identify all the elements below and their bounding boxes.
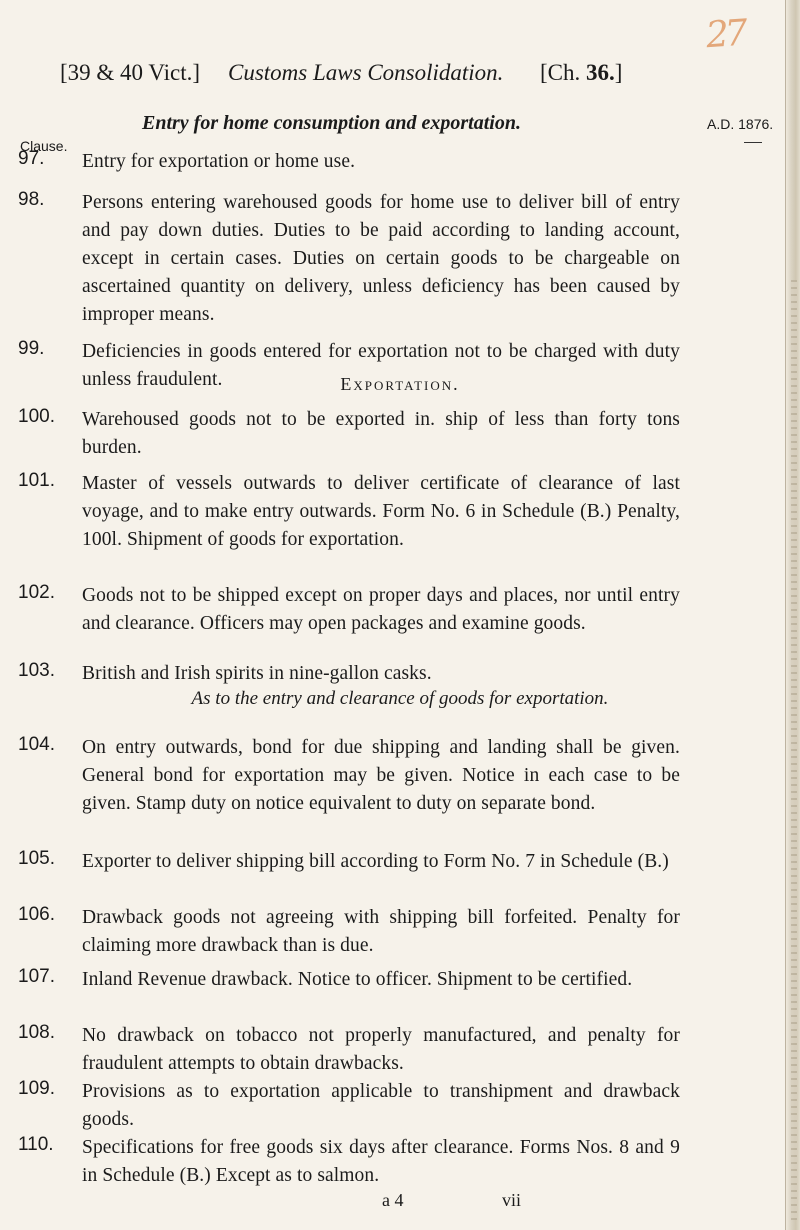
running-head-regnal-year: [39 & 40 Vict.] xyxy=(60,60,201,85)
chapter-suffix: ] xyxy=(614,60,623,85)
section-heading-clearance: As to the entry and clearance of goods for exportation. xyxy=(191,688,609,709)
clause-text: Provisions as to exportation applicable to transhipment and drawback goods. xyxy=(82,1081,680,1130)
chapter-number: 36. xyxy=(586,60,615,85)
section-heading-exportation: Exportation. xyxy=(340,374,460,394)
clause-text: Goods not to be shipped except on proper days and places, nor until entry and clearance. Officers may open packages and examine goods. xyxy=(82,585,680,634)
clause-number: 109. xyxy=(18,1078,55,1099)
clause-number: 97. xyxy=(18,148,45,169)
clause-text: Warehoused goods not to be exported in. ship of less than forty tons burden. xyxy=(82,409,680,458)
page-folio: vii xyxy=(502,1190,522,1210)
clause-text: Persons entering warehoused goods for home use to deliver bill of entry and pay down duties. Duties to be paid according to landing account, except in certain cases. Duties on certain goods to be chargeable on ascertained quantity on delivery, unless deficiency has been caused by improper means. xyxy=(82,192,680,325)
chapter-prefix: [Ch. xyxy=(540,60,586,85)
pencil-page-number: 27 xyxy=(704,12,746,57)
clause-text: Exporter to deliver shipping bill according to Form No. 7 in Schedule (B.) xyxy=(82,851,669,872)
clause-text: Specifications for free goods six days after clearance. Forms Nos. 8 and 9 in Schedule (B.) Except as to salmon. xyxy=(82,1137,680,1186)
clause-column-label: Clause. xyxy=(20,138,68,154)
clause-text: On entry outwards, bond for due shipping and landing shall be given. General bond for exportation may be given. Notice in each case to be given. Stamp duty on notice equivalent to duty on separate bond. xyxy=(82,737,680,814)
clause-number: 100. xyxy=(18,406,55,427)
signature-mark: a 4 xyxy=(382,1190,404,1210)
clause-number: 99. xyxy=(18,338,45,359)
clause-number: 104. xyxy=(18,734,55,755)
clause-number: 103. xyxy=(18,660,55,681)
clause-number: 102. xyxy=(18,582,55,603)
clause-text: Entry for exportation or home use. xyxy=(82,151,356,172)
page-edge-stack xyxy=(791,280,797,1220)
clause-number: 110. xyxy=(18,1134,54,1155)
running-head xyxy=(60,60,740,90)
clause-text: Deficiencies in goods entered for exportation not to be charged with duty unless fraudulent. xyxy=(82,341,680,390)
clause-number: 108. xyxy=(18,1022,55,1043)
clause-number: 105. xyxy=(18,848,55,869)
clause-number: 107. xyxy=(18,966,55,987)
running-head-title: Customs Laws Consolidation. xyxy=(228,60,504,85)
clause-text: Master of vessels outwards to deliver certificate of clearance of last voyage, and to make entry outwards. Form No. 6 in Schedule (B.) Penalty, 100l. Shipment of goods for exportation. xyxy=(82,473,680,550)
clause-text: No drawback on tobacco not properly manufactured, and penalty for fraudulent attempts to obtain drawbacks. xyxy=(82,1025,680,1074)
clause-number: 101. xyxy=(18,470,55,491)
running-head-chapter xyxy=(540,60,622,86)
clause-number: 106. xyxy=(18,904,55,925)
clause-number: 98. xyxy=(18,189,45,210)
margin-rule xyxy=(744,142,762,143)
part-subheading: Entry for home consumption and exportation. xyxy=(142,112,521,134)
clause-text: Drawback goods not agreeing with shipping bill forfeited. Penalty for claiming more drawback than is due. xyxy=(82,907,680,956)
clause-text: Inland Revenue drawback. Notice to officer. Shipment to be certified. xyxy=(82,969,633,990)
page-edge xyxy=(785,0,800,1230)
clause-text: British and Irish spirits in nine-gallon casks. xyxy=(82,663,432,684)
margin-year: A.D. 1876. xyxy=(707,116,774,132)
